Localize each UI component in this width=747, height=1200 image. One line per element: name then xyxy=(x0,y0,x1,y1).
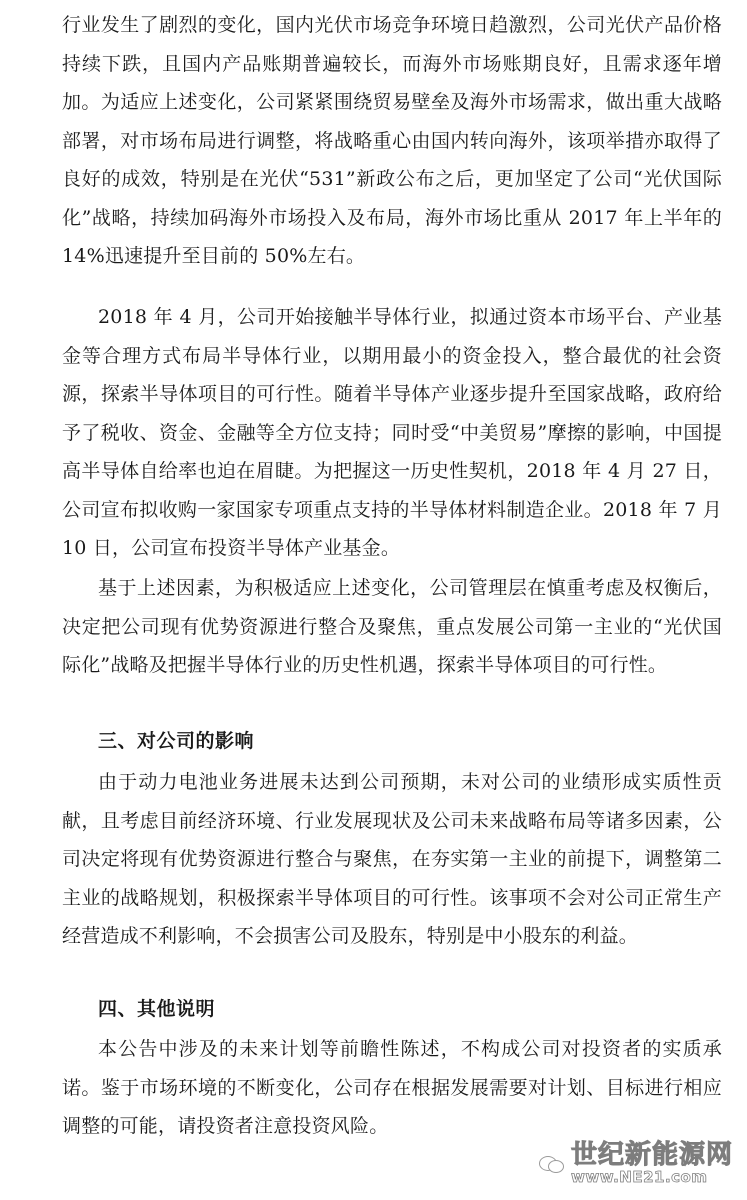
paragraph-industry-change: 行业发生了剧烈的变化，国内光伏市场竞争环境日趋激烈，公司光伏产品价格持续下跌，且国内产品账期普遍较长，而海外市场账期良好，且需求逐年增加。为适应上述变化，公司紧紧围绕贸易壁垒及海外市场需求，做出重大战略部署，对市场布局进行调整，将战略重心由国内转向海外，该项举措亦取得了良好的成效，特别是在光伏“531”新政公布之后，更加坚定了公司“光伏国际化”战略，持续加码海外市场投入及布局，海外市场比重从 2017 年上半年的 14%迅速提升至目前的 50%左右。 xyxy=(62,14,722,267)
paragraph-decision: 基于上述因素，为积极适应上述变化，公司管理层在慎重考虑及权衡后，决定把公司现有优势资源进行整合及聚焦，重点发展公司第一主业的“光伏国际化”战略及把握半导体行业的历史性机遇，探索半导体项目的可行性。 xyxy=(62,577,722,676)
watermark xyxy=(539,1141,733,1186)
wechat-icon xyxy=(539,1154,565,1174)
paragraph-other: 本公告中涉及的未来计划等前瞻性陈述，不构成公司对投资者的实质承诺。鉴于市场环境的不断变化，公司存在根据发展需要对计划、目标进行相应调整的可能，请投资者注意投资风险。 xyxy=(62,1038,722,1137)
paragraph-semiconductor: 2018 年 4 月，公司开始接触半导体行业，拟通过资本市场平台、产业基金等合理方式布局半导体行业，以期用最小的资金投入，整合最优的社会资源，探索半导体项目的可行性。随着半导体产业逐步提升至国家战略，政府给予了税收、资金、金融等全方位支持；同时受“中美贸易”摩擦的影响，中国提高半导体自给率也迫在眉睫。为把握这一历史性契机，2018 年 4 月 27 日，公司宣布拟收购一家国家专项重点支持的半导体材料制造企业。2018 年 7 月 10 日，公司宣布投资半导体产业基金。 xyxy=(62,306,722,559)
section-heading-other: 四、其他说明 xyxy=(98,998,216,1020)
watermark-url: www.NE21.com xyxy=(570,1168,708,1186)
watermark-name: 世纪新能源网 xyxy=(570,1140,733,1170)
section-heading-impact: 三、对公司的影响 xyxy=(98,730,255,752)
paragraph-impact: 由于动力电池业务进展未达到公司预期，未对公司的业绩形成实质性贡献，且考虑目前经济环境、行业发展现状及公司未来战略布局等诸多因素，公司决定将现有优势资源进行整合与聚焦，在夯实第一主业的前提下，调整第二主业的战略规划，积极探索半导体项目的可行性。该事项不会对公司正常生产经营造成不利影响，不会损害公司及股东，特别是中小股东的利益。 xyxy=(62,771,722,947)
